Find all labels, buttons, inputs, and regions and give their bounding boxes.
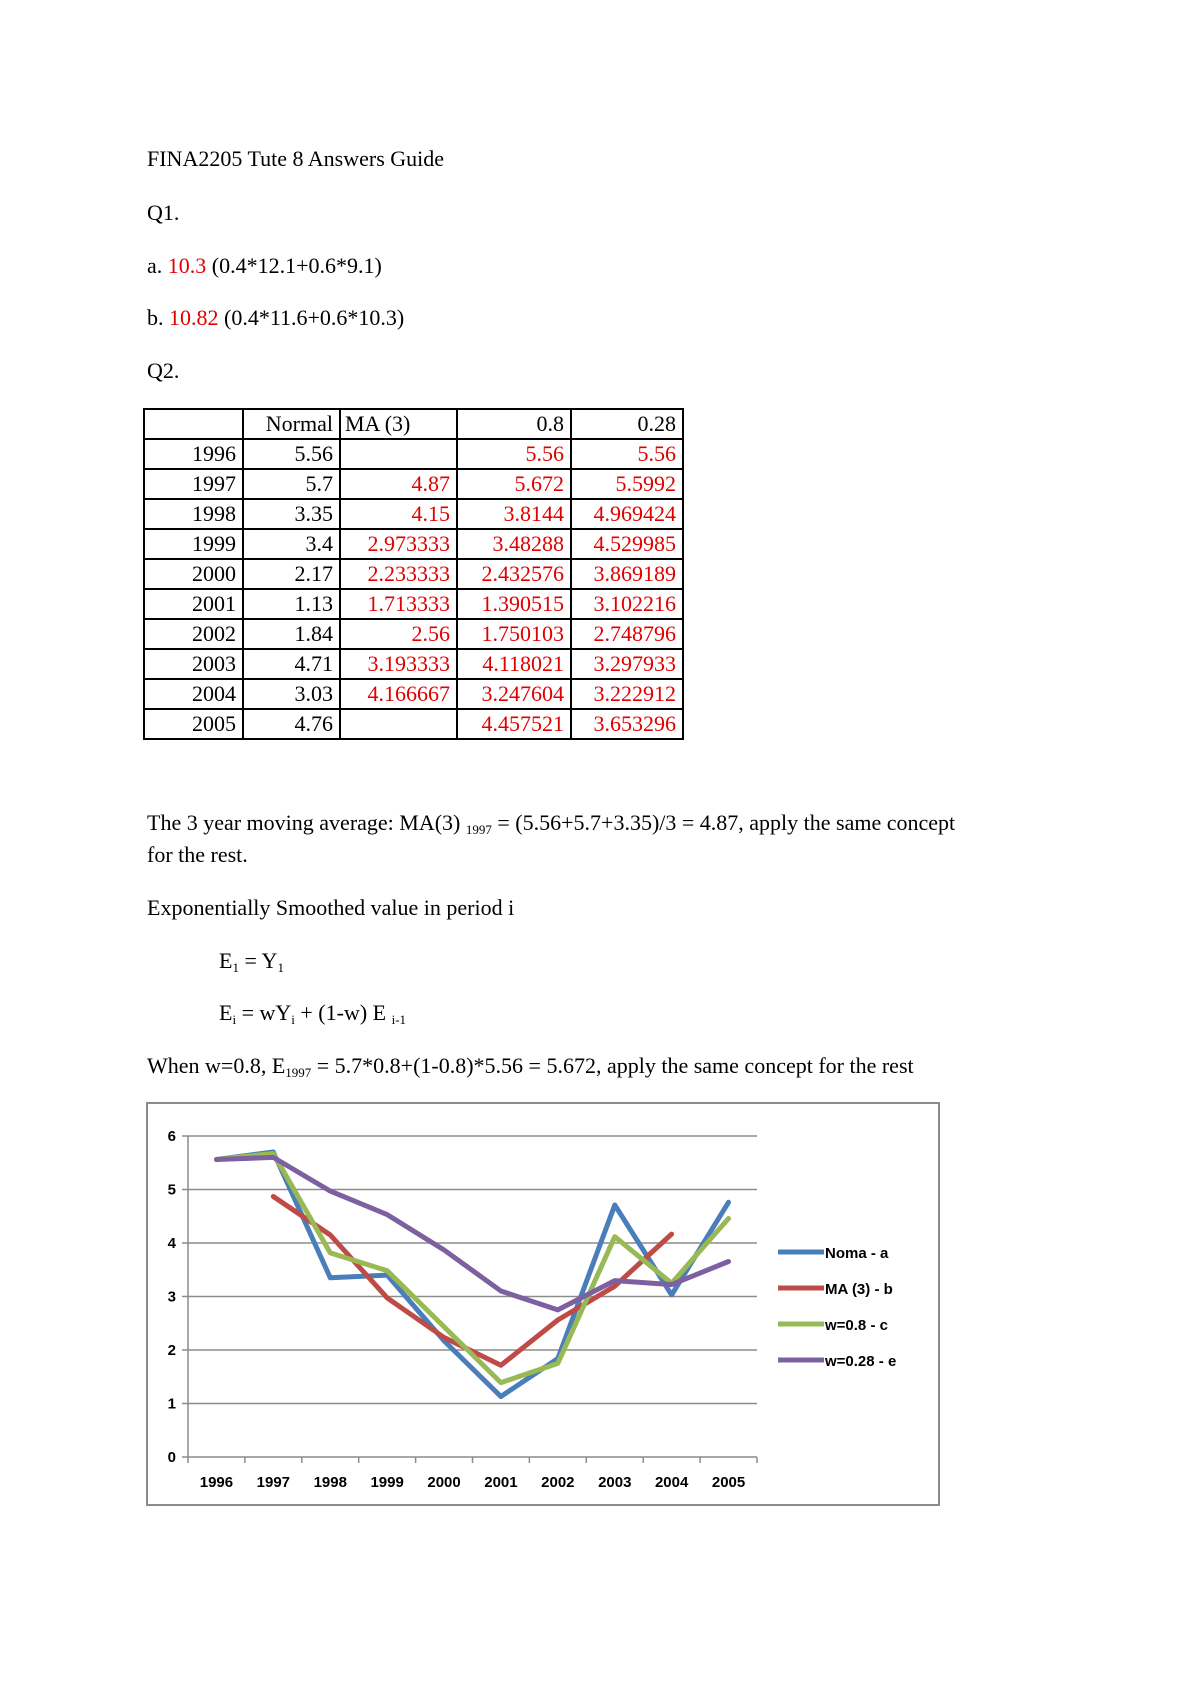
table-cell: 5.56	[243, 439, 340, 469]
table-cell: 3.222912	[571, 679, 683, 709]
eq2-sub2: i	[291, 1012, 295, 1027]
table-header-cell: Normal	[243, 409, 340, 439]
table-cell: 4.71	[243, 649, 340, 679]
series-line-4	[217, 1157, 729, 1310]
table-cell: 2.748796	[571, 619, 683, 649]
table-cell: 1.390515	[457, 589, 571, 619]
table-cell: 2.233333	[340, 559, 457, 589]
table-cell: 3.193333	[340, 649, 457, 679]
table-cell: 1998	[144, 499, 243, 529]
ma-explanation-cont: for the rest.	[147, 842, 248, 867]
table-row	[144, 529, 683, 559]
x-tick-label: 2001	[484, 1474, 518, 1491]
table-cell: 3.653296	[571, 709, 683, 739]
y-tick-label: 0	[167, 1449, 176, 1466]
w-text-b: = 5.7*0.8+(1-0.8)*5.56 = 5.672, apply the same concept for the rest	[311, 1053, 914, 1078]
table-row	[144, 589, 683, 619]
table-cell: 1.13	[243, 589, 340, 619]
table-cell: 1999	[144, 529, 243, 559]
q1-a-work: (0.4*12.1+0.6*9.1)	[206, 253, 382, 278]
eq1-sub2: 1	[277, 960, 284, 975]
q1-label: Q1.	[147, 200, 180, 225]
x-tick-label: 2005	[711, 1474, 746, 1491]
line-chart	[146, 1102, 940, 1506]
w-explanation	[147, 1053, 914, 1086]
table-cell: 2.432576	[457, 559, 571, 589]
table-cell: 3.102216	[571, 589, 683, 619]
x-tick-label: 1999	[370, 1474, 404, 1491]
eq2-e: E	[219, 1000, 233, 1025]
table-cell: 5.672	[457, 469, 571, 499]
table-row	[144, 559, 683, 589]
page-title: FINA2205 Tute 8 Answers Guide	[147, 146, 445, 171]
table-cell: 5.7	[243, 469, 340, 499]
table-cell: 4.457521	[457, 709, 571, 739]
x-tick-label: 2003	[598, 1474, 632, 1491]
table-cell: 5.56	[457, 439, 571, 469]
table-cell	[340, 709, 457, 739]
legend-label: w=0.28 - e	[825, 1353, 897, 1370]
table-cell: 4.166667	[340, 679, 457, 709]
table-cell: 4.118021	[457, 649, 571, 679]
eq1-mid: = Y	[238, 948, 278, 973]
table-cell: 1.713333	[340, 589, 457, 619]
table-cell: 3.8144	[457, 499, 571, 529]
x-tick-label: 1996	[199, 1474, 234, 1491]
table-cell: 3.35	[243, 499, 340, 529]
table-cell: 3.4	[243, 529, 340, 559]
equation-2	[219, 1000, 406, 1033]
y-tick-label: 2	[167, 1342, 176, 1359]
table-cell: 2000	[144, 559, 243, 589]
q1-a-prefix: a.	[147, 253, 168, 278]
legend-label: MA (3) - b	[825, 1281, 893, 1298]
table-cell: 3.869189	[571, 559, 683, 589]
table-cell: 1.750103	[457, 619, 571, 649]
table-cell: 1996	[144, 439, 243, 469]
y-tick-label: 4	[167, 1235, 176, 1252]
equation-1	[219, 948, 284, 981]
table-cell: 1997	[144, 469, 243, 499]
table-cell: 2005	[144, 709, 243, 739]
table-header-cell: MA (3)	[340, 409, 457, 439]
ma-subscript: 1997	[465, 822, 492, 837]
table-cell: 3.297933	[571, 649, 683, 679]
legend-label: w=0.8 - c	[825, 1317, 888, 1334]
q1-b-prefix: b.	[147, 305, 169, 330]
y-tick-label: 1	[167, 1395, 176, 1413]
table-row	[144, 679, 683, 709]
table-cell: 5.5992	[571, 469, 683, 499]
eq2-rest: + (1-w) E	[294, 1000, 392, 1025]
y-tick-label: 6	[167, 1128, 176, 1145]
table-header-cell: 0.8	[457, 409, 571, 439]
eq2-sub1: i	[232, 1012, 237, 1027]
eq2-mid: = wY	[236, 1000, 292, 1025]
y-tick-label: 5	[167, 1181, 176, 1199]
x-tick-label: 1997	[256, 1474, 291, 1491]
table-cell: 4.15	[340, 499, 457, 529]
table-row	[144, 649, 683, 679]
w-subscript: 1997	[285, 1065, 312, 1080]
q2-label: Q2.	[147, 358, 180, 383]
eq2-sub3: i-1	[391, 1012, 407, 1027]
table-cell: 2003	[144, 649, 243, 679]
table-cell: 5.56	[571, 439, 683, 469]
eq1-sub1: 1	[232, 960, 239, 975]
table-cell: 2001	[144, 589, 243, 619]
ma-text-b: = (5.56+5.7+3.35)/3 = 4.87, apply the same concept	[491, 810, 956, 835]
table-cell: 3.03	[243, 679, 340, 709]
exp-heading: Exponentially Smoothed value in period i	[147, 895, 515, 920]
x-tick-label: 2000	[427, 1474, 461, 1491]
table-cell: 3.48288	[457, 529, 571, 559]
table-cell: 2.17	[243, 559, 340, 589]
legend-label: Noma - a	[825, 1245, 889, 1262]
q1-b-answer: 10.82	[169, 305, 219, 330]
ma-text-a: The 3 year moving average: MA(3)	[147, 810, 466, 835]
x-tick-label: 1998	[313, 1474, 347, 1491]
table-cell: 2.973333	[340, 529, 457, 559]
q1-answer-a	[147, 253, 382, 279]
y-tick-label: 3	[167, 1288, 176, 1306]
table-header-cell: 0.28	[571, 409, 683, 439]
table-cell: 1.84	[243, 619, 340, 649]
smoothing-table	[143, 408, 684, 740]
x-tick-label: 2004	[654, 1474, 689, 1491]
table-header-cell	[144, 409, 243, 439]
table-cell	[340, 439, 457, 469]
x-tick-label: 2002	[541, 1474, 575, 1491]
q1-answer-b	[147, 305, 404, 331]
table-cell: 3.247604	[457, 679, 571, 709]
table-cell: 2.56	[340, 619, 457, 649]
ma-explanation	[147, 810, 955, 843]
table-cell: 4.529985	[571, 529, 683, 559]
table-row	[144, 439, 683, 469]
eq1-e: E	[219, 948, 233, 973]
q1-b-work: (0.4*11.6+0.6*10.3)	[218, 305, 405, 330]
table-cell: 4.969424	[571, 499, 683, 529]
chart-svg	[148, 1104, 938, 1504]
table-cell: 4.76	[243, 709, 340, 739]
table-header-row	[144, 409, 683, 439]
table-row	[144, 619, 683, 649]
q1-a-answer: 10.3	[167, 253, 207, 278]
table-cell: 2002	[144, 619, 243, 649]
table-cell: 4.87	[340, 469, 457, 499]
table-row	[144, 499, 683, 529]
table-row	[144, 469, 683, 499]
table-cell: 2004	[144, 679, 243, 709]
table-row	[144, 709, 683, 739]
w-text-a: When w=0.8, E	[147, 1053, 286, 1078]
